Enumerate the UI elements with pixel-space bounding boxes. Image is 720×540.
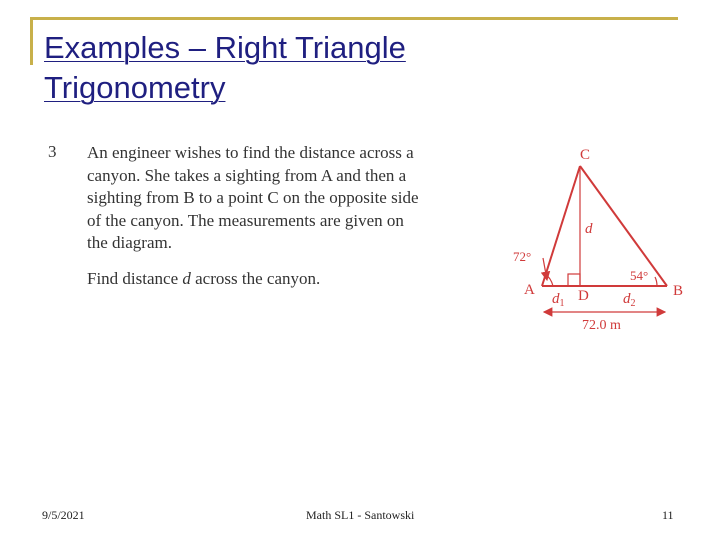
angle-b-label: 54° [630, 268, 649, 283]
foot-d-label: D [578, 288, 589, 304]
vertex-c-label: C [580, 147, 591, 163]
problem-question [87, 269, 320, 289]
slide-title-line-1: Examples – Right Triangle [44, 30, 406, 65]
angle-b-arc [655, 277, 657, 286]
footer-course: Math SL1 - Santowski [306, 508, 415, 522]
title-frame-left [30, 17, 33, 65]
problem-number: 3 [48, 142, 57, 161]
problem-line-4: of the canyon. The measurements are given on [87, 210, 404, 230]
problem-line-2: canyon. She takes a sighting from A and then a [87, 165, 407, 185]
slide-title [44, 28, 544, 109]
question-variable: d [182, 269, 191, 288]
footer-date: 9/5/2021 [42, 508, 85, 522]
d1-label: $d_1$ [552, 291, 565, 309]
problem-line-1: An engineer wishes to find the distance across a [87, 143, 414, 162]
side-cb [580, 166, 667, 286]
triangle-diagram [505, 140, 705, 340]
problem-text [87, 142, 507, 255]
vertex-b-label: B [673, 283, 684, 299]
angle-a-label: 72° [513, 249, 532, 264]
problem-line-5: the diagram. [87, 233, 172, 253]
vertex-a-label: A [524, 282, 535, 298]
side-ca [542, 166, 580, 286]
title-frame-top [30, 17, 678, 20]
question-prefix: Find distance [87, 269, 183, 288]
d2-label: $d_2$ [623, 291, 636, 309]
base-length-label: 72.0 m [582, 318, 621, 333]
question-suffix: across the canyon. [190, 269, 321, 288]
height-label: d [585, 221, 593, 237]
problem-line-3: sighting from B to a point C on the opposite side [87, 188, 419, 208]
footer-page-number: 11 [662, 508, 674, 522]
right-angle-mark [568, 274, 580, 286]
slide-title-line-2: Trigonometry [44, 70, 226, 106]
